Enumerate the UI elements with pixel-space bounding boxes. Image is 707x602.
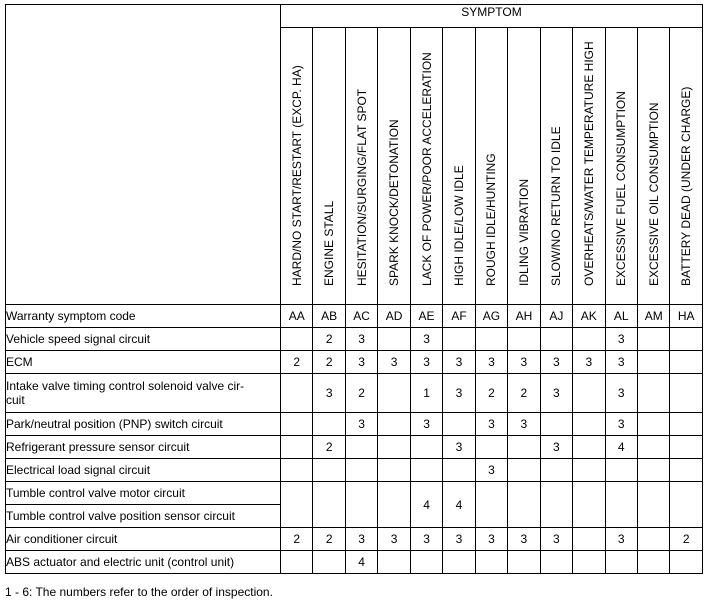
value-cell xyxy=(605,482,637,528)
table-row xyxy=(6,551,703,574)
value-cell xyxy=(670,413,703,436)
value-cell xyxy=(670,436,703,459)
value-cell: 2 xyxy=(313,436,345,459)
value-cell xyxy=(475,482,507,528)
table-corner-cell xyxy=(6,5,281,305)
symptom-code: AB xyxy=(313,305,345,328)
table-row xyxy=(6,459,703,482)
value-cell: 3 xyxy=(573,351,605,374)
value-cell xyxy=(475,328,507,351)
value-cell xyxy=(313,551,345,574)
value-cell xyxy=(378,328,410,351)
value-cell xyxy=(670,351,703,374)
value-cell: 3 xyxy=(475,528,507,551)
row-label: Tumble control valve position sensor circuit xyxy=(6,505,281,528)
value-cell: 3 xyxy=(410,413,442,436)
value-cell xyxy=(281,413,313,436)
symptom-column-header: HESITATION/SURGING/FLAT SPOT xyxy=(345,28,377,305)
value-cell xyxy=(281,328,313,351)
value-cell: 3 xyxy=(378,528,410,551)
value-cell xyxy=(637,551,669,574)
footnote: 1 - 6: The numbers refer to the order of inspection. xyxy=(5,585,273,599)
table-row xyxy=(6,328,703,351)
value-cell xyxy=(378,551,410,574)
value-cell: 3 xyxy=(540,528,572,551)
value-cell xyxy=(540,413,572,436)
row-label: ABS actuator and electric unit (control unit) xyxy=(6,551,281,574)
symptom-code: AJ xyxy=(540,305,572,328)
value-cell xyxy=(670,551,703,574)
value-cell xyxy=(573,374,605,413)
symptom-code: AL xyxy=(605,305,637,328)
value-cell: 1 xyxy=(410,374,442,413)
value-cell xyxy=(378,459,410,482)
value-cell xyxy=(637,413,669,436)
value-cell xyxy=(378,374,410,413)
value-cell xyxy=(605,551,637,574)
symptom-code: AF xyxy=(443,305,475,328)
value-cell xyxy=(573,551,605,574)
symptom-column-header: SLOW/NO RETURN TO IDLE xyxy=(540,28,572,305)
value-cell: 3 xyxy=(540,374,572,413)
value-cell xyxy=(281,459,313,482)
value-cell xyxy=(443,551,475,574)
value-cell: 2 xyxy=(508,374,540,413)
value-cell: 2 xyxy=(313,528,345,551)
symptom-code: AH xyxy=(508,305,540,328)
value-cell: 2 xyxy=(670,528,703,551)
value-cell xyxy=(670,459,703,482)
value-cell xyxy=(313,413,345,436)
row-label: Air conditioner circuit xyxy=(6,528,281,551)
value-cell: 2 xyxy=(281,351,313,374)
symptom-column-header: SPARK KNOCK/DETONATION xyxy=(378,28,410,305)
symptom-header: SYMPTOM xyxy=(281,5,703,28)
value-cell: 4 xyxy=(410,482,442,528)
value-cell: 3 xyxy=(475,351,507,374)
value-cell: 3 xyxy=(605,413,637,436)
symptom-column-header: BATTERY DEAD (UNDER CHARGE) xyxy=(670,28,703,305)
symptom-column-header: EXCESSIVE FUEL CONSUMPTION xyxy=(605,28,637,305)
value-cell: 4 xyxy=(605,436,637,459)
value-cell xyxy=(573,436,605,459)
value-cell: 4 xyxy=(345,551,377,574)
value-cell xyxy=(313,482,345,528)
value-cell xyxy=(475,551,507,574)
value-cell: 3 xyxy=(443,351,475,374)
value-cell: 3 xyxy=(345,328,377,351)
value-cell: 3 xyxy=(443,528,475,551)
value-cell xyxy=(637,351,669,374)
value-cell xyxy=(573,328,605,351)
value-cell xyxy=(637,436,669,459)
symptom-column-header: HIGH IDLE/LOW IDLE xyxy=(443,28,475,305)
value-cell xyxy=(637,328,669,351)
value-cell: 3 xyxy=(410,328,442,351)
value-cell: 2 xyxy=(313,351,345,374)
warranty-code-row xyxy=(6,305,703,328)
value-cell: 4 xyxy=(443,482,475,528)
value-cell xyxy=(508,436,540,459)
row-label: Vehicle speed signal circuit xyxy=(6,328,281,351)
value-cell xyxy=(573,482,605,528)
symptom-code: AK xyxy=(573,305,605,328)
value-cell xyxy=(573,528,605,551)
value-cell: 3 xyxy=(508,351,540,374)
symptom-code: HA xyxy=(670,305,703,328)
value-cell xyxy=(540,551,572,574)
value-cell xyxy=(475,436,507,459)
value-cell xyxy=(378,482,410,528)
table-row xyxy=(6,374,703,413)
value-cell: 3 xyxy=(345,413,377,436)
value-cell xyxy=(508,482,540,528)
value-cell xyxy=(540,328,572,351)
value-cell xyxy=(670,374,703,413)
value-cell: 3 xyxy=(475,459,507,482)
value-cell xyxy=(540,459,572,482)
value-cell xyxy=(670,482,703,528)
value-cell xyxy=(670,328,703,351)
value-cell xyxy=(443,459,475,482)
value-cell xyxy=(378,413,410,436)
value-cell xyxy=(508,551,540,574)
value-cell xyxy=(281,436,313,459)
value-cell xyxy=(637,459,669,482)
value-cell: 3 xyxy=(313,374,345,413)
value-cell xyxy=(410,459,442,482)
table-row xyxy=(6,413,703,436)
value-cell xyxy=(410,436,442,459)
symptom-code: AM xyxy=(637,305,669,328)
value-cell: 3 xyxy=(605,528,637,551)
value-cell: 2 xyxy=(475,374,507,413)
diagnosis-table xyxy=(5,4,703,574)
value-cell xyxy=(281,374,313,413)
value-cell: 2 xyxy=(313,328,345,351)
row-label: ECM xyxy=(6,351,281,374)
value-cell: 3 xyxy=(443,374,475,413)
value-cell: 3 xyxy=(410,351,442,374)
value-cell xyxy=(540,482,572,528)
value-cell xyxy=(508,459,540,482)
value-cell: 3 xyxy=(443,436,475,459)
table-row xyxy=(6,482,703,505)
table-row xyxy=(6,436,703,459)
value-cell xyxy=(573,459,605,482)
value-cell xyxy=(345,436,377,459)
symptom-code: AC xyxy=(345,305,377,328)
value-cell xyxy=(313,459,345,482)
row-label: Electrical load signal circuit xyxy=(6,459,281,482)
row-label: Tumble control valve motor circuit xyxy=(6,482,281,505)
table-row xyxy=(6,351,703,374)
symptom-code: AA xyxy=(281,305,313,328)
symptom-code: AD xyxy=(378,305,410,328)
value-cell: 3 xyxy=(540,351,572,374)
value-cell: 3 xyxy=(540,436,572,459)
symptom-column-header: ROUGH IDLE/HUNTING xyxy=(475,28,507,305)
value-cell: 3 xyxy=(345,351,377,374)
symptom-code: AG xyxy=(475,305,507,328)
value-cell: 3 xyxy=(605,328,637,351)
value-cell: 3 xyxy=(508,528,540,551)
value-cell xyxy=(281,551,313,574)
value-cell: 2 xyxy=(281,528,313,551)
value-cell xyxy=(410,551,442,574)
value-cell xyxy=(573,413,605,436)
value-cell xyxy=(281,482,313,528)
row-label: Intake valve timing control solenoid valve cir- cuit xyxy=(6,374,281,413)
value-cell: 3 xyxy=(605,374,637,413)
value-cell xyxy=(637,482,669,528)
value-cell: 3 xyxy=(410,528,442,551)
symptom-column-header: ENGINE STALL xyxy=(313,28,345,305)
value-cell xyxy=(345,459,377,482)
value-cell: 3 xyxy=(475,413,507,436)
value-cell: 3 xyxy=(508,413,540,436)
symptom-column-header: IDLING VIBRATION xyxy=(508,28,540,305)
symptom-column-header: LACK OF POWER/POOR ACCELERATION xyxy=(410,28,442,305)
row-label: Warranty symptom code xyxy=(6,305,281,328)
value-cell: 2 xyxy=(345,374,377,413)
symptom-code: AE xyxy=(410,305,442,328)
symptom-column-header: EXCESSIVE OIL CONSUMPTION xyxy=(637,28,669,305)
value-cell: 3 xyxy=(378,351,410,374)
row-label: Park/neutral position (PNP) switch circuit xyxy=(6,413,281,436)
table-row xyxy=(6,528,703,551)
value-cell xyxy=(637,374,669,413)
value-cell xyxy=(508,328,540,351)
value-cell xyxy=(443,413,475,436)
value-cell xyxy=(605,459,637,482)
symptom-column-header: HARD/NO START/RESTART (EXCP. HA) xyxy=(281,28,313,305)
value-cell: 3 xyxy=(605,351,637,374)
value-cell xyxy=(443,328,475,351)
value-cell xyxy=(637,528,669,551)
value-cell xyxy=(345,482,377,528)
value-cell xyxy=(378,436,410,459)
symptom-column-header: OVERHEATS/WATER TEMPERATURE HIGH xyxy=(573,28,605,305)
row-label: Refrigerant pressure sensor circuit xyxy=(6,436,281,459)
value-cell: 3 xyxy=(345,528,377,551)
